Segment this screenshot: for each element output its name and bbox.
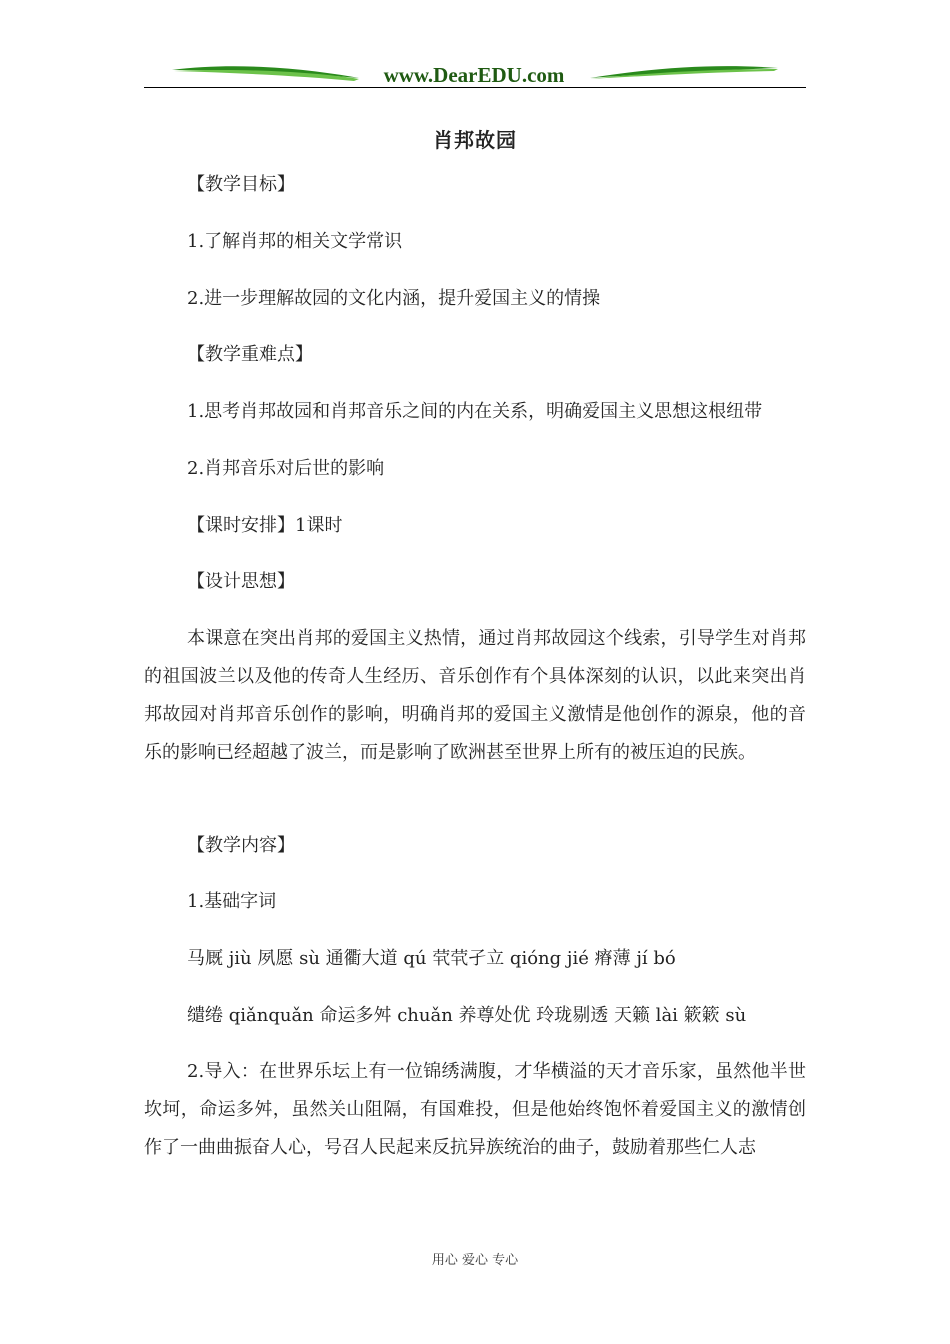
goal-item-1: 1.了解肖邦的相关文学常识 (187, 231, 403, 252)
header-divider (144, 87, 806, 88)
key-points-heading: 【教学重难点】 (187, 344, 313, 365)
content-heading: 【教学内容】 (187, 835, 295, 856)
schedule-line: 【课时安排】1课时 (187, 515, 343, 536)
site-url-text: www.DearEDU.com (383, 63, 565, 87)
design-paragraph: 本课意在突出肖邦的爱国主义热情，通过肖邦故园这个线索，引导学生对肖邦的祖国波兰以及他的传奇人生经历、音乐创作有个具体深刻的认识，以此来突出肖邦故园对肖邦音乐创作的影响，明确肖邦的爱国主义激情是他创作的源泉，他的音乐的影响已经超越了波兰，而是影响了欧洲甚至世界上所有的被压迫的民族。 (144, 628, 806, 763)
document-title: 肖邦故园 (433, 128, 517, 152)
vocabulary-line-1: 马厩 jiù 夙愿 sù 通衢大道 qú 茕茕孑立 qióng jié 瘠薄 jí bó (187, 948, 676, 969)
goal-item-2: 2.进一步理解故园的文化内涵，提升爱国主义的情操 (187, 288, 601, 309)
page-footer: 用心 爱心 专心 (431, 1253, 519, 1268)
design-heading: 【设计思想】 (187, 571, 295, 592)
left-swoosh-shadow (174, 70, 359, 81)
site-header-banner (144, 58, 806, 90)
vocabulary-line-2: 缱绻 qiǎnquǎn 命运多舛 chuǎn 养尊处优 玲珑剔透 天籁 lài 簌簌 sù (187, 1005, 747, 1026)
content-item-1: 1.基础字词 (187, 891, 277, 912)
goals-heading: 【教学目标】 (187, 174, 295, 195)
key-point-1: 1.思考肖邦故园和肖邦音乐之间的内在关系，明确爱国主义思想这根纽带 (187, 401, 763, 422)
key-point-2: 2.肖邦音乐对后世的影响 (187, 458, 385, 479)
intro-paragraph: 2.导入：在世界乐坛上有一位锦绣满腹，才华横溢的天才音乐家，虽然他半世坎坷，命运多舛，虽然关山阻隔，有国难投，但是他始终饱怀着爱国主义的激情创作了一曲曲振奋人心，号召人民起来反抗异族统治的曲子，鼓励着那些仁人志 (144, 1061, 806, 1158)
header-swoosh-logo (144, 58, 806, 90)
